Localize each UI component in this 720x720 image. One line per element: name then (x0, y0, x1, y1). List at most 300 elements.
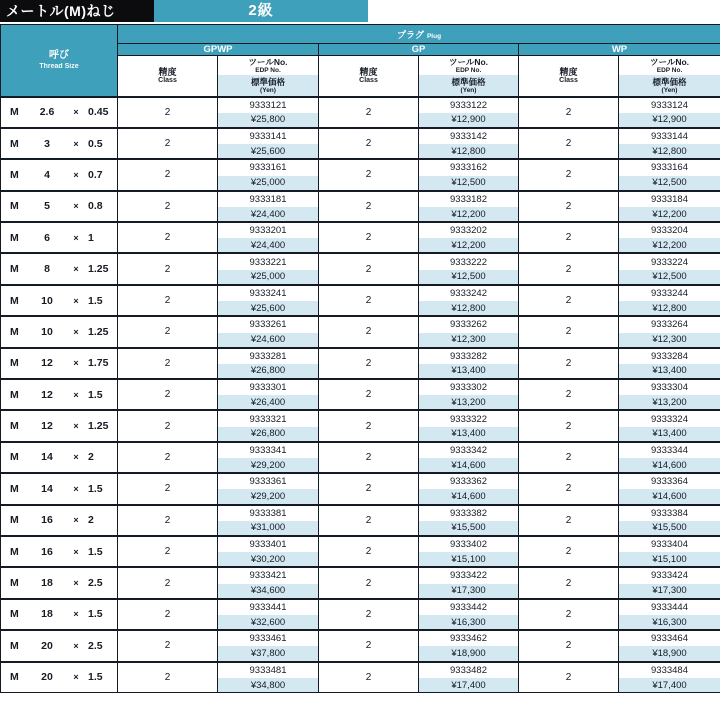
gpwp-tool-cell (218, 316, 319, 347)
gp-class-cell: 2 (319, 662, 419, 693)
gp-tool-cell (419, 473, 519, 504)
toolno-label-en: EDP No. (656, 67, 683, 74)
price-label (218, 75, 318, 96)
times-symbol: × (73, 107, 79, 118)
thread-pitch: 2 (88, 514, 94, 527)
class-label-en: Class (158, 76, 177, 84)
gpwp-tool-cell (218, 473, 319, 504)
wp-edp-no: 9333404 (651, 539, 688, 551)
gpwp-tool-cell (218, 505, 319, 536)
thread-prefix: M (10, 577, 19, 590)
gp-edp-no: 9333382 (450, 507, 487, 519)
toolno-label (218, 56, 318, 75)
gpwp-class-cell: 2 (118, 316, 218, 347)
gpwp-price: ¥37,800 (218, 646, 318, 660)
gp-edp-no: 9333302 (450, 382, 487, 394)
gp-edp-no: 9333462 (450, 633, 487, 645)
thread-diameter: 5 (44, 200, 50, 213)
thread-pitch: 0.8 (88, 200, 103, 213)
wp-price: ¥12,500 (619, 270, 720, 284)
group-header-gpwp: GPWP (118, 44, 319, 56)
gpwp-edp-no: 9333401 (249, 539, 287, 551)
gp-class-cell: 2 (319, 442, 419, 473)
gp-price: ¥12,200 (419, 207, 518, 221)
thread-pitch: 1.75 (88, 357, 109, 370)
page-title: メートル(M)ねじ (0, 0, 154, 22)
gp-class-cell: 2 (319, 316, 419, 347)
thread-pitch: 2 (88, 451, 94, 464)
class-label-en: Class (359, 76, 378, 84)
thread-diameter: 14 (41, 482, 53, 495)
times-symbol: × (73, 578, 79, 589)
gp-tool-cell (419, 410, 519, 441)
gpwp-tool-cell (218, 442, 319, 473)
gp-price: ¥18,900 (419, 646, 518, 660)
gpwp-class-cell: 2 (118, 128, 218, 159)
toolno-label-en: EDP No. (455, 67, 482, 74)
thread-prefix: M (10, 263, 19, 276)
gp-tool-cell (419, 536, 519, 567)
gp-price: ¥13,400 (419, 427, 518, 441)
wp-class-header (519, 56, 619, 97)
gpwp-class-header (118, 56, 218, 97)
table-row (1, 379, 720, 410)
gp-class-cell: 2 (319, 159, 419, 190)
wp-class-cell: 2 (519, 285, 619, 316)
thread-size-cell (1, 191, 118, 222)
gpwp-class-cell: 2 (118, 191, 218, 222)
wp-price: ¥13,400 (619, 364, 720, 378)
wp-price: ¥12,200 (619, 238, 720, 252)
gpwp-price: ¥34,600 (218, 584, 318, 598)
gpwp-class-cell: 2 (118, 97, 218, 128)
thread-pitch: 1.5 (88, 608, 103, 621)
wp-tool-cell (619, 662, 720, 693)
gpwp-price: ¥26,800 (218, 364, 318, 378)
gp-tool-cell (419, 191, 519, 222)
thread-prefix: M (10, 388, 19, 401)
wp-class-cell: 2 (519, 97, 619, 128)
gpwp-class-cell: 2 (118, 222, 218, 253)
wp-edp-no: 9333484 (651, 664, 688, 676)
times-symbol: × (73, 138, 79, 149)
table-row (1, 442, 720, 473)
thread-pitch: 1.5 (88, 671, 103, 684)
gp-class-cell: 2 (319, 567, 419, 598)
wp-edp-no: 9333284 (651, 350, 688, 362)
thread-prefix: M (10, 357, 19, 370)
thread-diameter: 14 (41, 451, 53, 464)
times-symbol: × (73, 515, 79, 526)
thread-size-cell (1, 348, 118, 379)
gpwp-price: ¥26,800 (218, 427, 318, 441)
gp-edp-no: 9333142 (450, 131, 487, 143)
wp-edp-no: 9333224 (651, 256, 688, 268)
gpwp-tool-cell (218, 348, 319, 379)
thread-diameter: 16 (41, 514, 53, 527)
gpwp-price: ¥24,600 (218, 333, 318, 347)
wp-price: ¥12,300 (619, 333, 720, 347)
thread-prefix: M (10, 294, 19, 307)
thread-prefix: M (10, 608, 19, 621)
wp-class-cell: 2 (519, 599, 619, 630)
wp-edp-no: 9333444 (651, 601, 688, 613)
thread-pitch: 2.5 (88, 639, 103, 652)
wp-class-cell: 2 (519, 128, 619, 159)
thread-size-cell (1, 599, 118, 630)
gpwp-edp-no: 9333221 (249, 256, 287, 268)
thread-diameter: 8 (44, 263, 50, 276)
gpwp-tool-cell (218, 191, 319, 222)
toolno-label-jp: ツールNo. (248, 57, 288, 67)
price-label-jp: 標準価格 (250, 77, 285, 87)
gp-tool-cell (419, 662, 519, 693)
wp-class-cell: 2 (519, 316, 619, 347)
thread-prefix: M (10, 671, 19, 684)
gpwp-tool-cell (218, 222, 319, 253)
gp-class-cell: 2 (319, 505, 419, 536)
table-row (1, 630, 720, 661)
thread-diameter: 4 (44, 168, 50, 181)
thread-pitch: 1.5 (88, 388, 103, 401)
wp-class-cell: 2 (519, 253, 619, 284)
gpwp-tool-cell (218, 410, 319, 441)
gpwp-price: ¥34,800 (218, 678, 318, 692)
thread-prefix: M (10, 325, 19, 338)
gp-class-cell: 2 (319, 97, 419, 128)
thread-prefix: M (10, 200, 19, 213)
thread-size-cell (1, 536, 118, 567)
thread-size-cell (1, 159, 118, 190)
gp-price: ¥14,600 (419, 458, 518, 472)
wp-edp-no: 9333304 (651, 382, 688, 394)
gp-price: ¥15,500 (419, 521, 518, 535)
thread-size-cell (1, 97, 118, 128)
thread-size-cell (1, 316, 118, 347)
gpwp-tool-cell (218, 97, 319, 128)
wp-tool-cell (619, 630, 720, 661)
wp-edp-no: 9333204 (651, 225, 688, 237)
gp-price: ¥12,800 (419, 144, 518, 158)
gp-class-cell: 2 (319, 410, 419, 441)
wp-tool-cell (619, 599, 720, 630)
gp-tool-cell (419, 159, 519, 190)
gp-tool-cell (419, 316, 519, 347)
wp-tool-cell (619, 505, 720, 536)
thread-size-cell (1, 505, 118, 536)
gp-tool-cell (419, 505, 519, 536)
class-label-en: Class (559, 76, 578, 84)
gpwp-price: ¥32,600 (218, 615, 318, 629)
table-row (1, 97, 720, 128)
gp-tool-cell (419, 567, 519, 598)
group-header-gp: GP (319, 44, 519, 56)
wp-price: ¥12,800 (619, 301, 720, 315)
wp-tool-cell (619, 348, 720, 379)
table-row (1, 567, 720, 598)
wp-price: ¥12,900 (619, 113, 720, 127)
price-label-en: (Yen) (260, 87, 276, 94)
table-row (1, 536, 720, 567)
gp-class-cell: 2 (319, 599, 419, 630)
gp-tool-cell (419, 285, 519, 316)
wp-edp-no: 9333344 (651, 444, 688, 456)
wp-edp-no: 9333384 (651, 507, 688, 519)
gpwp-toolno-header (218, 56, 319, 97)
gp-edp-no: 9333362 (450, 476, 487, 488)
thread-size-cell (1, 442, 118, 473)
gpwp-tool-cell (218, 630, 319, 661)
class-label-jp: 精度 (158, 66, 177, 77)
gp-class-cell: 2 (319, 285, 419, 316)
gpwp-edp-no: 9333201 (249, 225, 287, 237)
wp-tool-cell (619, 442, 720, 473)
gpwp-edp-no: 9333141 (249, 131, 287, 143)
gpwp-edp-no: 9333461 (249, 633, 287, 645)
thread-header-en: Thread Size (39, 62, 79, 70)
gpwp-tool-cell (218, 285, 319, 316)
thread-prefix: M (10, 137, 19, 150)
gp-tool-cell (419, 379, 519, 410)
gp-class-cell: 2 (319, 348, 419, 379)
wp-price: ¥13,400 (619, 427, 720, 441)
gpwp-edp-no: 9333361 (249, 476, 287, 488)
wp-tool-cell (619, 128, 720, 159)
wp-class-cell: 2 (519, 536, 619, 567)
toolno-label-jp: ツールNo. (649, 57, 690, 67)
wp-price: ¥14,600 (619, 489, 720, 503)
thread-pitch: 0.5 (88, 137, 103, 150)
table-row (1, 253, 720, 284)
gpwp-class-cell: 2 (118, 442, 218, 473)
thread-size-cell (1, 379, 118, 410)
class-label-jp: 精度 (359, 66, 378, 77)
title-bar (0, 0, 720, 22)
gp-edp-no: 9333342 (450, 444, 487, 456)
thread-size-cell (1, 285, 118, 316)
price-label (419, 75, 518, 96)
plug-group-header (118, 25, 720, 44)
gp-edp-no: 9333282 (450, 350, 487, 362)
plug-label-jp: プラグ (396, 30, 424, 40)
gp-price: ¥17,400 (419, 678, 518, 692)
thread-size-cell (1, 662, 118, 693)
table-row (1, 128, 720, 159)
gpwp-class-cell: 2 (118, 285, 218, 316)
gp-edp-no: 9333482 (450, 664, 487, 676)
toolno-label-en: EDP No. (255, 67, 281, 74)
gp-class-cell: 2 (319, 253, 419, 284)
wp-edp-no: 9333424 (651, 570, 688, 582)
toolno-label-jp: ツールNo. (448, 57, 489, 67)
thread-size-cell (1, 567, 118, 598)
gpwp-tool-cell (218, 662, 319, 693)
thread-diameter: 6 (44, 231, 50, 244)
wp-tool-cell (619, 567, 720, 598)
thread-header-jp: 呼び (49, 49, 69, 61)
gpwp-tool-cell (218, 536, 319, 567)
table-row (1, 316, 720, 347)
gp-edp-no: 9333222 (450, 256, 487, 268)
gp-class-cell: 2 (319, 536, 419, 567)
gpwp-edp-no: 9333161 (249, 162, 287, 174)
gp-price: ¥12,500 (419, 176, 518, 190)
wp-tool-cell (619, 191, 720, 222)
thread-pitch: 1.25 (88, 263, 109, 276)
thread-diameter: 18 (41, 577, 53, 590)
gp-edp-no: 9333182 (450, 193, 487, 205)
wp-price: ¥12,800 (619, 144, 720, 158)
thread-diameter: 12 (41, 357, 53, 370)
gp-price: ¥16,300 (419, 615, 518, 629)
gpwp-price: ¥29,200 (218, 489, 318, 503)
thread-diameter: 12 (41, 420, 53, 433)
wp-tool-cell (619, 410, 720, 441)
wp-class-cell: 2 (519, 379, 619, 410)
gp-tool-cell (419, 97, 519, 128)
times-symbol: × (73, 546, 79, 557)
thread-diameter: 20 (41, 671, 53, 684)
gp-price: ¥17,300 (419, 584, 518, 598)
wp-class-cell: 2 (519, 410, 619, 441)
gpwp-class-cell: 2 (118, 662, 218, 693)
table-row (1, 599, 720, 630)
thread-prefix: M (10, 451, 19, 464)
thread-size-cell (1, 222, 118, 253)
wp-edp-no: 9333124 (651, 99, 688, 111)
gpwp-edp-no: 9333241 (249, 287, 287, 299)
price-label-en: (Yen) (661, 87, 678, 94)
gpwp-edp-no: 9333261 (249, 319, 287, 331)
times-symbol: × (73, 169, 79, 180)
thread-pitch: 1.25 (88, 325, 109, 338)
gp-tool-cell (419, 442, 519, 473)
plug-label-en: Plug (426, 33, 442, 40)
gp-price: ¥15,100 (419, 552, 518, 566)
gpwp-class-cell: 2 (118, 536, 218, 567)
wp-price: ¥15,100 (619, 552, 720, 566)
gp-tool-cell (419, 599, 519, 630)
gp-class-cell: 2 (319, 191, 419, 222)
wp-class-cell: 2 (519, 630, 619, 661)
wp-class-cell: 2 (519, 473, 619, 504)
gpwp-tool-cell (218, 567, 319, 598)
table-row (1, 348, 720, 379)
group-header-wp: WP (519, 44, 720, 56)
wp-tool-cell (619, 473, 720, 504)
thread-diameter: 20 (41, 639, 53, 652)
wp-tool-cell (619, 379, 720, 410)
gpwp-price: ¥25,000 (218, 176, 318, 190)
wp-price: ¥13,200 (619, 395, 720, 409)
wp-edp-no: 9333364 (651, 476, 688, 488)
wp-edp-no: 9333144 (651, 131, 688, 143)
table-row (1, 410, 720, 441)
wp-price: ¥16,300 (619, 615, 720, 629)
gpwp-price: ¥25,000 (218, 270, 318, 284)
times-symbol: × (73, 483, 79, 494)
wp-edp-no: 9333164 (651, 162, 688, 174)
wp-class-cell: 2 (519, 567, 619, 598)
thread-diameter: 10 (41, 294, 53, 307)
gp-price: ¥12,800 (419, 301, 518, 315)
gp-class-cell: 2 (319, 379, 419, 410)
gpwp-class-cell: 2 (118, 599, 218, 630)
thread-pitch: 1.5 (88, 482, 103, 495)
gp-price: ¥12,300 (419, 333, 518, 347)
gpwp-edp-no: 9333421 (249, 570, 287, 582)
wp-edp-no: 9333184 (651, 193, 688, 205)
wp-price: ¥14,600 (619, 458, 720, 472)
gp-tool-cell (419, 222, 519, 253)
thread-pitch: 2.5 (88, 577, 103, 590)
thread-diameter: 10 (41, 325, 53, 338)
wp-tool-cell (619, 285, 720, 316)
thread-prefix: M (10, 231, 19, 244)
table-row (1, 191, 720, 222)
thread-prefix: M (10, 545, 19, 558)
gp-edp-no: 9333262 (450, 319, 487, 331)
gpwp-price: ¥24,400 (218, 207, 318, 221)
gpwp-class-cell: 2 (118, 379, 218, 410)
wp-tool-cell (619, 222, 720, 253)
price-label-jp: 標準価格 (451, 77, 486, 87)
toolno-label (619, 56, 720, 75)
price-label-en: (Yen) (460, 87, 477, 94)
wp-edp-no: 9333244 (651, 287, 688, 299)
gpwp-edp-no: 9333121 (249, 99, 287, 111)
gpwp-price: ¥30,200 (218, 552, 318, 566)
thread-pitch: 1.5 (88, 294, 103, 307)
gpwp-class-cell: 2 (118, 253, 218, 284)
wp-edp-no: 9333464 (651, 633, 688, 645)
plug-header-row (1, 25, 720, 44)
gpwp-price: ¥31,000 (218, 521, 318, 535)
wp-price: ¥17,400 (619, 678, 720, 692)
gp-class-cell: 2 (319, 222, 419, 253)
gp-price: ¥13,200 (419, 395, 518, 409)
times-symbol: × (73, 452, 79, 463)
times-symbol: × (73, 421, 79, 432)
times-symbol: × (73, 264, 79, 275)
thread-diameter: 18 (41, 608, 53, 621)
toolno-label (419, 56, 518, 75)
gpwp-class-cell: 2 (118, 159, 218, 190)
thread-size-cell (1, 630, 118, 661)
thread-pitch: 1.5 (88, 545, 103, 558)
wp-class-cell: 2 (519, 505, 619, 536)
thread-size-cell (1, 128, 118, 159)
price-table (0, 24, 720, 693)
thread-diameter: 16 (41, 545, 53, 558)
times-symbol: × (73, 201, 79, 212)
wp-tool-cell (619, 536, 720, 567)
wp-price: ¥12,200 (619, 207, 720, 221)
thread-prefix: M (10, 639, 19, 652)
thread-diameter: 2.6 (39, 106, 55, 119)
gpwp-class-cell: 2 (118, 630, 218, 661)
wp-class-cell: 2 (519, 348, 619, 379)
price-label-jp: 標準価格 (652, 77, 687, 87)
gpwp-class-cell: 2 (118, 505, 218, 536)
gp-edp-no: 9333242 (450, 287, 487, 299)
table-row (1, 662, 720, 693)
gp-edp-no: 9333442 (450, 601, 487, 613)
wp-tool-cell (619, 253, 720, 284)
times-symbol: × (73, 326, 79, 337)
gpwp-class-cell: 2 (118, 348, 218, 379)
table-row (1, 505, 720, 536)
